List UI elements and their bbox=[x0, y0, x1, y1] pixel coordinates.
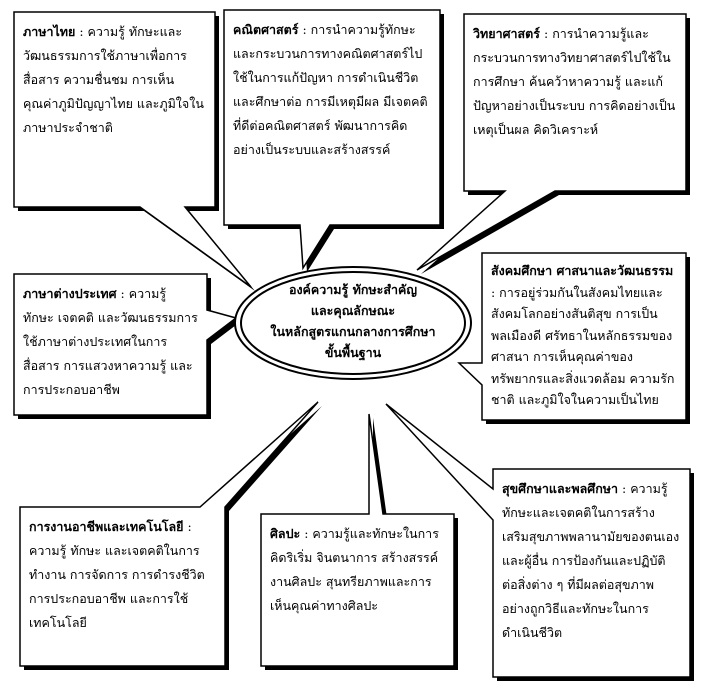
box-foreign-text: : ความรู้ ทักษะ เจตคติ และวัฒนธรรมการใช้ภาษาต่างประเทศในการสื่อสาร การแสวงหาความรู้ และการประกอบอาชีพ bbox=[23, 286, 198, 397]
center-line: ขั้นพื้นฐาน bbox=[324, 345, 382, 360]
box-math bbox=[224, 10, 440, 225]
box-foreign bbox=[14, 274, 207, 415]
box-math-text: : การนำความรู้ทักษะและกระบวนการทางคณิตศาสตร์ไปใช้ในการแก้ปัญหา การดำเนินชีวิต และศึกษาต่อ การมีเหตุมีผล มีเจตคติที่ดีต่อคณิตศาสตร์ พัฒนาการคิดอย่างเป็นระบบและสร้างสรรค์ bbox=[233, 22, 428, 157]
box-thai bbox=[14, 12, 215, 207]
box-career-title: การงานอาชีพและเทคโนโลยี bbox=[29, 519, 184, 534]
box-career-text: : ความรู้ ทักษะ และเจตคติในการทำงาน การจัดการ การดำรงชีวิต การประกอบอาชีพ และการใช้เทคโนโลยี bbox=[29, 519, 205, 630]
box-science-title: วิทยาศาสตร์ bbox=[473, 26, 541, 41]
center-line: องค์ความรู้ ทักษะสำคัญ bbox=[288, 282, 418, 297]
center-line: และคุณลักษณะ bbox=[310, 303, 396, 318]
box-health-title: สุขศึกษาและพลศึกษา bbox=[502, 481, 619, 496]
box-math-title: คณิตศาสตร์ bbox=[233, 22, 299, 37]
box-social-text: : การอยู่ร่วมกันในสังคมไทยและสังคมโลกอย่างสันติสุข การเป็นพลเมืองดี ศรัทธาในหลักธรรมของศาสนา การเห็นคุณค่าของทรัพยากรและสิ่งแวดล้อม ความรักชาติ และภูมิใจในความเป็นไทย bbox=[491, 284, 675, 407]
box-thai-text: : ความรู้ ทักษะและวัฒนธรรมการใช้ภาษาเพื่อการสื่อสาร ความชื่นชม การเห็นคุณค่าภูมิปัญญาไทย และภูมิใจในภาษาประจำชาติ bbox=[23, 24, 204, 135]
box-health bbox=[493, 469, 690, 677]
box-career bbox=[20, 507, 225, 666]
box-foreign-title: ภาษาต่างประเทศ bbox=[23, 286, 117, 301]
box-science-text: : การนำความรู้และกระบวนการทางวิทยาศาสตร์ไปใช้ในการศึกษา ค้นคว้าหาความรู้ และแก้ปัญหาอย่างเป็นระบบ การคิดอย่างเป็นเหตุเป็นผล คิดวิเคราะห์ bbox=[473, 26, 676, 137]
box-health-text: : ความรู้ ทักษะและเจตคติในการสร้างเสริมสุขภาพพลานามัยของตนเองและผู้อื่น การป้องกันและปฏิบัติต่อสิ่งต่าง ๆ ที่มีผลต่อสุขภาพอย่างถูกวิธีและทักษะในการดำเนินชีวิต bbox=[502, 481, 680, 640]
box-thai-title: ภาษาไทย bbox=[23, 24, 76, 39]
center-line: ในหลักสูตรแกนกลางการศึกษา bbox=[270, 324, 436, 339]
box-arts-title: ศิลปะ bbox=[270, 526, 301, 541]
box-arts-text: : ความรู้และทักษะในการคิดริเริ่ม จินตนาการ สร้างสรรค์งานศิลปะ สุนทรียภาพและการเห็นคุณค่าทางศิลปะ bbox=[270, 526, 439, 613]
box-social-title: สังคมศึกษา ศาสนาและวัฒนธรรม bbox=[491, 263, 674, 278]
center-title bbox=[258, 279, 448, 363]
box-arts bbox=[261, 514, 454, 666]
box-science bbox=[464, 14, 686, 191]
box-social bbox=[482, 253, 686, 420]
